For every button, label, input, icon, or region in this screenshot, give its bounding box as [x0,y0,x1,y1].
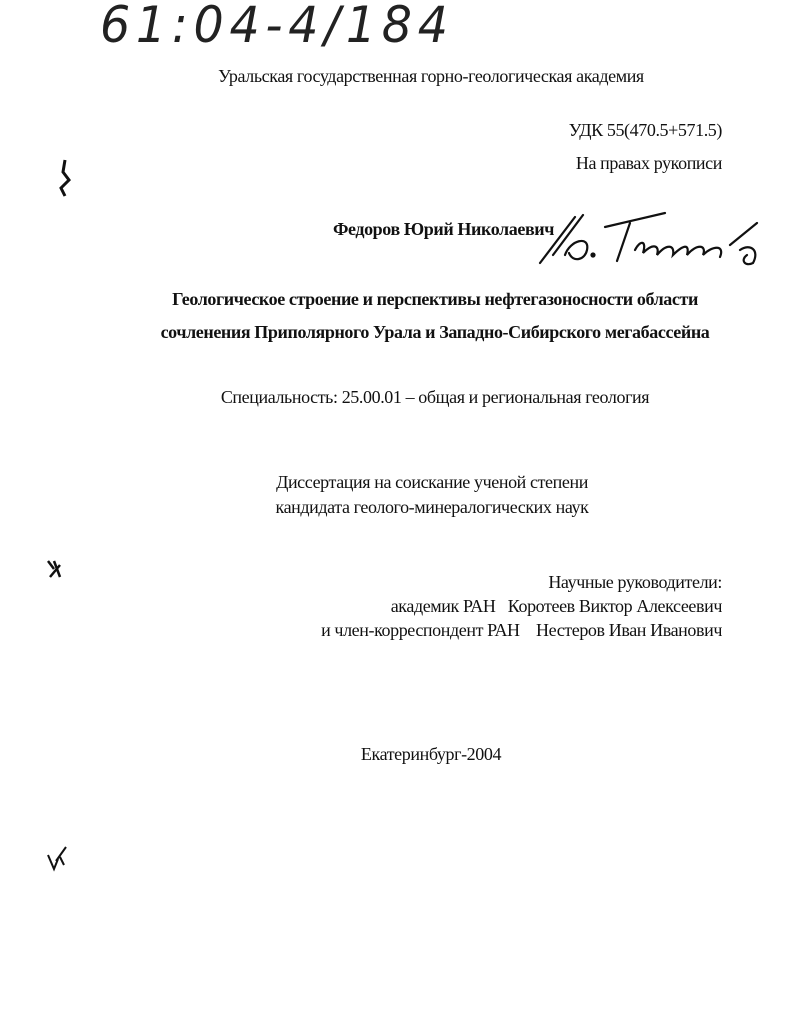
specialty: Специальность: 25.00.01 – общая и региональная геология [220,387,650,407]
place-year: Екатеринбург-2004 [360,744,502,764]
scan-mark-3 [44,843,70,873]
institution-name: Уральская государственная горно-геологическая академия [218,66,644,86]
degree-line-2: кандидата геолого-минералогических наук [275,497,589,517]
author-name: Федоров Юрий Николаевич [332,219,554,239]
udc-code: УДК 55(470.5+571.5) [568,120,722,140]
title-line-1: Геологическое строение и перспективы нефтегазоносности области [172,289,698,309]
manuscript-note: На правах рукописи [575,153,722,173]
scan-mark-2 [44,557,66,583]
degree-line-1: Диссертация на соискание ученой степени [276,472,588,492]
scan-mark-1 [55,158,75,198]
supervisor-2: и член-корреспондент РАН Нестеров Иван Иванович [321,620,722,640]
handwritten-archive-number: 61:04-4/184 [100,0,454,54]
title-line-2: сочленения Приполярного Урала и Западно-Сибирского мегабассейна [160,322,710,342]
supervisor-1: академик РАН Коротеев Виктор Алексеевич [390,596,722,616]
author-signature [535,205,780,275]
supervisors-heading: Научные руководители: [548,572,722,592]
